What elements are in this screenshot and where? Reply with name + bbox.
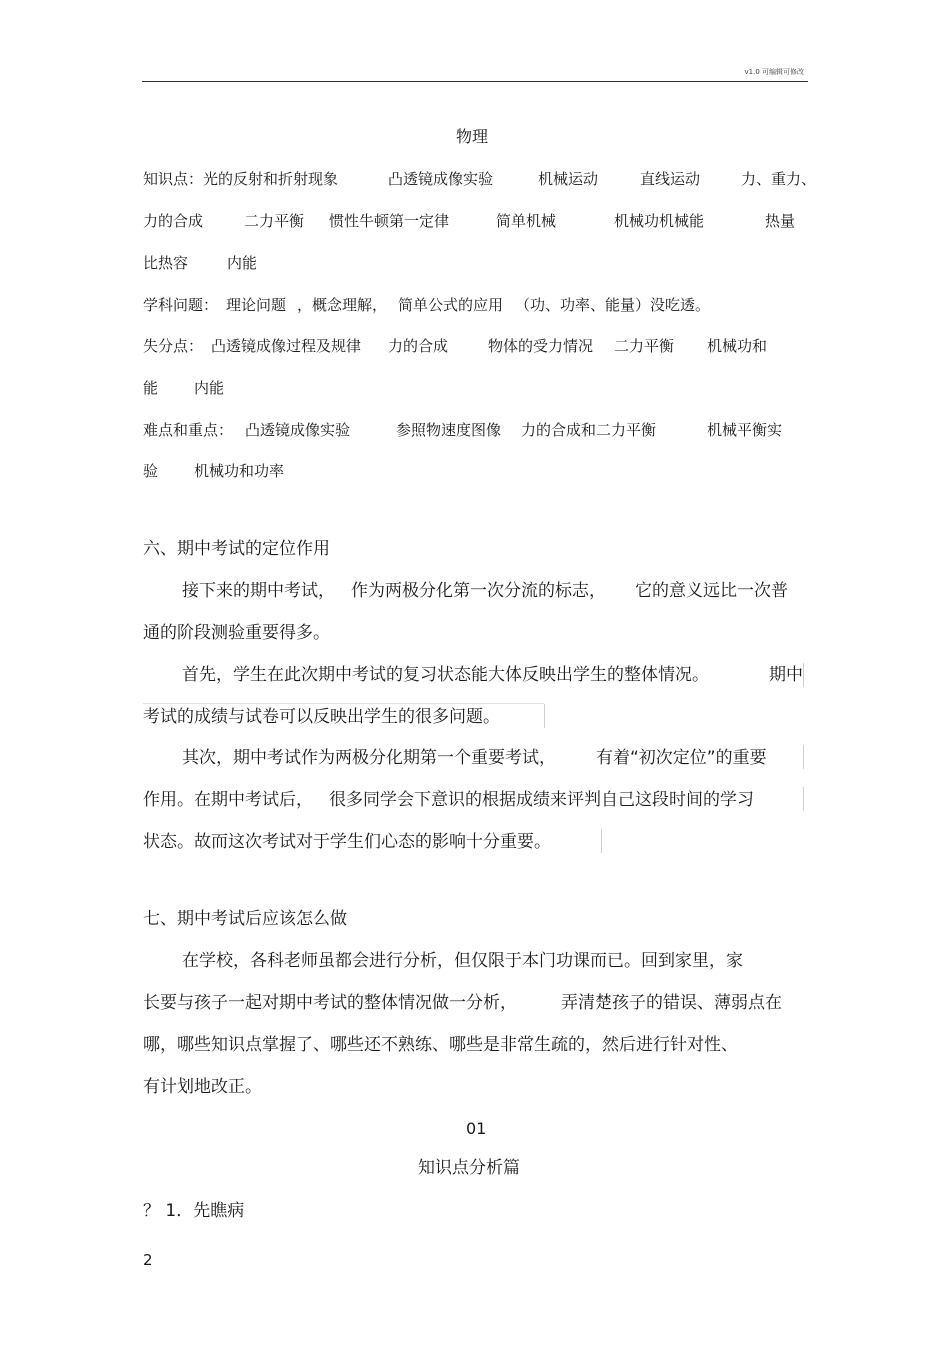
key-points-item: 力的合成和二力平衡 [521, 421, 657, 439]
knowledge-item: 热量 [765, 212, 796, 230]
paragraph-text: 状态。故而这次考试对于学生们心态的影响十分重要。 [143, 832, 551, 852]
subject-problems-item: 理论问题 [226, 296, 287, 314]
knowledge-item: 简单机械 [496, 212, 557, 230]
paragraph-text: 有着“初次定位”的重要 [596, 748, 767, 768]
knowledge-label: 知识点： [143, 170, 204, 188]
paragraph-text: 长要与孩子一起对期中考试的整体情况做一分析， [143, 993, 517, 1013]
section-number: 01 [466, 1119, 487, 1138]
lost-points-item: 内能 [194, 379, 225, 397]
paragraph-text: 首先，学生在此次期中考试的复习状态能大体反映出学生的整体情况。 [182, 665, 709, 685]
paragraph-text: 哪，哪些知识点掌握了、哪些还不熟练、哪些是非常生疏的，然后进行针对性、 [143, 1035, 738, 1055]
physics-title: 物理 [456, 127, 489, 146]
paragraph-text: 期中 [769, 665, 803, 685]
key-points-item: 参照物速度图像 [396, 421, 502, 439]
paragraph-text: 弄清楚孩子的错误、薄弱点在 [561, 993, 782, 1013]
lost-points-item: 凸透镜成像过程及规律 [211, 337, 362, 355]
version-label: v1.0 可编辑可修改 [744, 68, 804, 76]
lost-points-item: 物体的受力情况 [488, 337, 594, 355]
paragraph-text: 接下来的期中考试， [182, 581, 335, 601]
paragraph-text: 作用。在期中考试后， [143, 790, 313, 810]
edit-mark [601, 829, 602, 853]
header-rule [142, 81, 808, 82]
knowledge-item: 比热容 [143, 254, 189, 272]
section-heading: 七、期中考试后应该怎么做 [143, 909, 347, 929]
lost-points-item: 力的合成 [388, 337, 449, 355]
knowledge-item: 力、重力、 [741, 170, 817, 188]
key-points-item: 凸透镜成像实验 [245, 421, 351, 439]
subject-problems-item: ，概念理解， [297, 296, 388, 314]
knowledge-item: 光的反射和折射现象 [203, 170, 339, 188]
knowledge-item: 二力平衡 [244, 212, 305, 230]
subject-problems-item: （功、功率、能量）没吃透。 [515, 296, 711, 314]
paragraph-text: 作为两极分化第一次分流的标志， [351, 581, 606, 601]
key-points-item: 机械功和功率 [194, 462, 285, 480]
paragraph-text: 它的意义远比一次普 [635, 581, 788, 601]
subsection-title: 知识点分析篇 [418, 1158, 520, 1178]
key-points-item: 机械平衡实 [707, 421, 783, 439]
edit-mark [803, 787, 804, 811]
knowledge-item: 内能 [227, 254, 258, 272]
paragraph-text: 在学校，各科老师虽都会进行分析，但仅限于本门功课而已。回到家里，家 [182, 951, 743, 971]
lost-points-item: 机械功和 [707, 337, 768, 355]
lost-points-item: 二力平衡 [614, 337, 675, 355]
knowledge-item: 凸透镜成像实验 [388, 170, 494, 188]
lost-points-label: 失分点： [143, 337, 204, 355]
paragraph-text: 很多同学会下意识的根据成绩来评判自己这段时间的学习 [329, 790, 754, 810]
lost-points-item: 能 [143, 379, 159, 397]
paragraph-text: 通的阶段测验重要得多。 [143, 623, 330, 643]
section-heading: 六、期中考试的定位作用 [143, 539, 330, 559]
key-points-item: 验 [143, 462, 159, 480]
edit-underline [143, 703, 544, 704]
knowledge-item: 机械运动 [538, 170, 599, 188]
edit-mark [544, 704, 545, 728]
knowledge-item: 直线运动 [640, 170, 701, 188]
knowledge-item: 力的合成 [143, 212, 204, 230]
edit-mark [803, 745, 804, 769]
page-number: 2 [143, 1251, 153, 1269]
knowledge-item: 机械功机械能 [614, 212, 705, 230]
edit-mark [803, 663, 804, 687]
subject-problems-item: 简单公式的应用 [398, 296, 504, 314]
paragraph-text: 其次，期中考试作为两极分化期第一个重要考试， [182, 748, 556, 768]
list-item: ？ 1．先瞧病 [143, 1201, 245, 1221]
paragraph-text: 考试的成绩与试卷可以反映出学生的很多问题。 [143, 707, 500, 727]
paragraph-text: 有计划地改正。 [143, 1077, 262, 1097]
subject-problems-label: 学科问题： [143, 296, 219, 314]
knowledge-item: 惯性牛顿第一定律 [329, 212, 450, 230]
key-points-label: 难点和重点： [143, 421, 234, 439]
